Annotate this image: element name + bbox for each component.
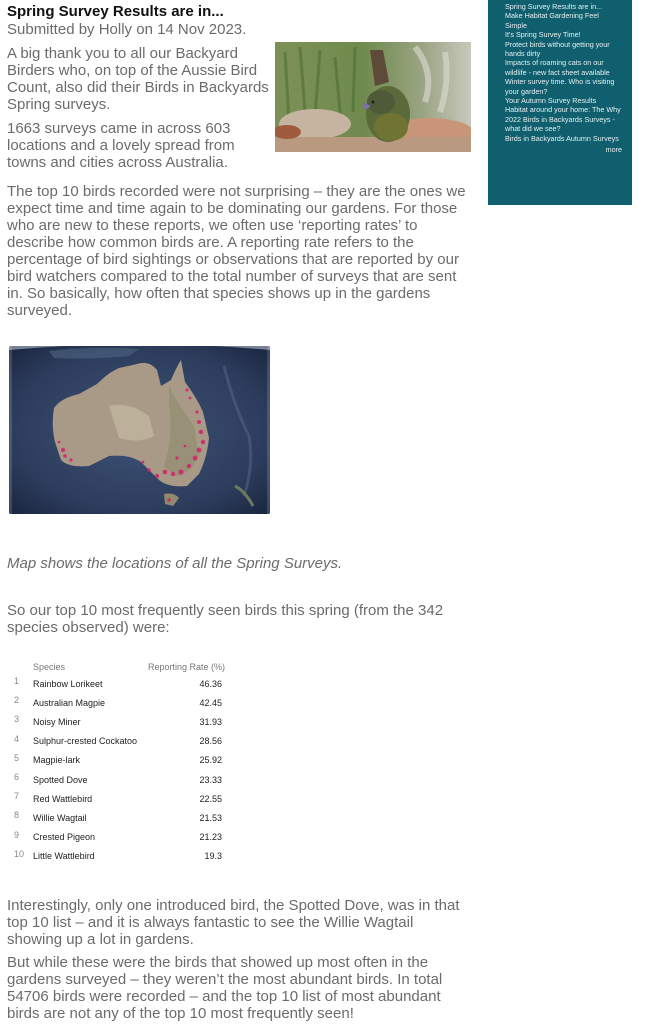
article-byline: Submitted by Holly on 14 Nov 2023. (7, 21, 247, 38)
sidebar-link[interactable]: Your Autumn Survey Results (505, 96, 597, 106)
rank-cell: 9 (14, 829, 20, 840)
species-cell: Spotted Dove (33, 774, 88, 785)
reporting-rate-paragraph: The top 10 birds recorded were not surprising – they are the ones we expect time and time again to be dominating our gardens. For those who are new to these reports, we often use ‘reporting rates’ to describe how common birds are. A reporting rate refers to the percentage of bird sightings or observations that are reported by our bird watchers compared to the total number of surveys that are sent in. So basically, how often that species shows up in the gardens surveyed. (7, 183, 466, 319)
species-cell: Red Wattlebird (33, 793, 93, 804)
recent-posts-sidebar (488, 0, 632, 205)
table-intro-paragraph: So our top 10 most frequently seen birds this spring (from the 342 species observed) were: (7, 602, 444, 636)
rate-cell: 31.93 (199, 716, 222, 727)
species-cell: Australian Magpie (33, 697, 106, 708)
article (7, 0, 477, 319)
rank-cell: 4 (14, 733, 20, 744)
article-title: Spring Survey Results are in... (7, 3, 224, 20)
sidebar-link[interactable]: Spring Survey Results are in... (505, 2, 603, 11)
map-caption: Map shows the locations of all the Spring Surveys. (7, 555, 343, 572)
sidebar-link[interactable]: It's Spring Survey Time! (505, 30, 581, 40)
rank-cell: 8 (14, 810, 20, 821)
rank-column-header (14, 660, 33, 674)
sidebar-link[interactable]: Birds in Backyards Autumn Surveys (505, 133, 619, 143)
rank-cell: 5 (14, 752, 20, 763)
rank-cell: 7 (14, 791, 20, 802)
rank-cell: 2 (14, 695, 20, 706)
rate-cell: 19.3 (204, 851, 222, 862)
rank-cell: 10 (14, 848, 25, 859)
table-row (14, 732, 229, 751)
sidebar-link[interactable]: 2022 Birds in Backyards Surveys - what did we see? (505, 114, 615, 134)
table-row (14, 789, 229, 808)
survey-locations-map (9, 346, 270, 514)
species-cell: Crested Pigeon (33, 832, 96, 843)
rate-cell: 21.23 (199, 832, 222, 843)
species-cell: Rainbow Lorikeet (33, 678, 103, 689)
sidebar-link[interactable]: Protect birds without getting your hands dirty (505, 39, 610, 59)
species-cell: Sulphur-crested Cockatoo (33, 736, 138, 747)
rate-cell: 28.56 (199, 736, 222, 747)
table-row (14, 712, 229, 731)
rank-cell: 3 (14, 714, 20, 725)
species-cell: Magpie-lark (33, 755, 81, 766)
sidebar-link[interactable]: Winter survey time. Who is visiting your garden? (505, 77, 615, 96)
intro-paragraph: 1663 surveys came in across 603 locations and a lovely spread from towns and cities across Australia. (7, 120, 235, 171)
table-row (14, 751, 229, 770)
sidebar-link[interactable]: Make Habitat Gardening Feel Simple (505, 11, 599, 30)
reporting-rate-column-header: Reporting Rate (%) (147, 662, 225, 672)
table-row (14, 674, 229, 693)
species-cell: Noisy Miner (33, 716, 81, 727)
rate-cell: 46.36 (199, 678, 222, 689)
table-row (14, 693, 229, 712)
sidebar-link[interactable]: Habitat around your home: The Why (505, 105, 621, 115)
table-row (14, 808, 229, 827)
species-cell: Little Wattlebird (33, 851, 95, 862)
species-column-header: Species (33, 662, 66, 672)
rank-cell: 6 (14, 771, 20, 782)
table-row (14, 828, 229, 847)
table-row (14, 847, 229, 866)
bird-photo (275, 42, 471, 152)
rank-cell: 1 (14, 676, 20, 686)
more-link[interactable]: more (605, 145, 622, 155)
rate-cell: 21.53 (199, 812, 222, 823)
rate-cell: 42.45 (199, 697, 222, 708)
rate-cell: 22.55 (199, 793, 222, 804)
top10-species-table (14, 660, 229, 866)
table-header-row (14, 660, 229, 674)
outro-section (7, 897, 472, 1022)
rate-cell: 25.92 (199, 755, 222, 766)
sidebar-link[interactable]: Impacts of roaming cats on our wildlife - new fact sheet available (505, 58, 610, 77)
outro-paragraph: Interestingly, only one introduced bird, the Spotted Dove, was in that top 10 list – and it is always fantastic to see the Willie Wagtail showing up a lot in gardens. (7, 897, 460, 948)
intro-paragraph: A big thank you to all our Backyard Birders who, on top of the Aussie Bird Count, also did their Birds in Backyards Spring surveys. (7, 45, 269, 113)
rate-cell: 23.33 (199, 774, 222, 785)
species-cell: Willie Wagtail (33, 812, 87, 823)
table-row (14, 770, 229, 789)
intro-section (7, 45, 477, 175)
outro-paragraph: But while these were the birds that showed up most often in the gardens surveyed – they weren’t the most abundant birds. In total 54706 birds were recorded – and the top 10 list of most abundant birds are not any of the top 10 most frequently seen! (7, 954, 443, 1022)
